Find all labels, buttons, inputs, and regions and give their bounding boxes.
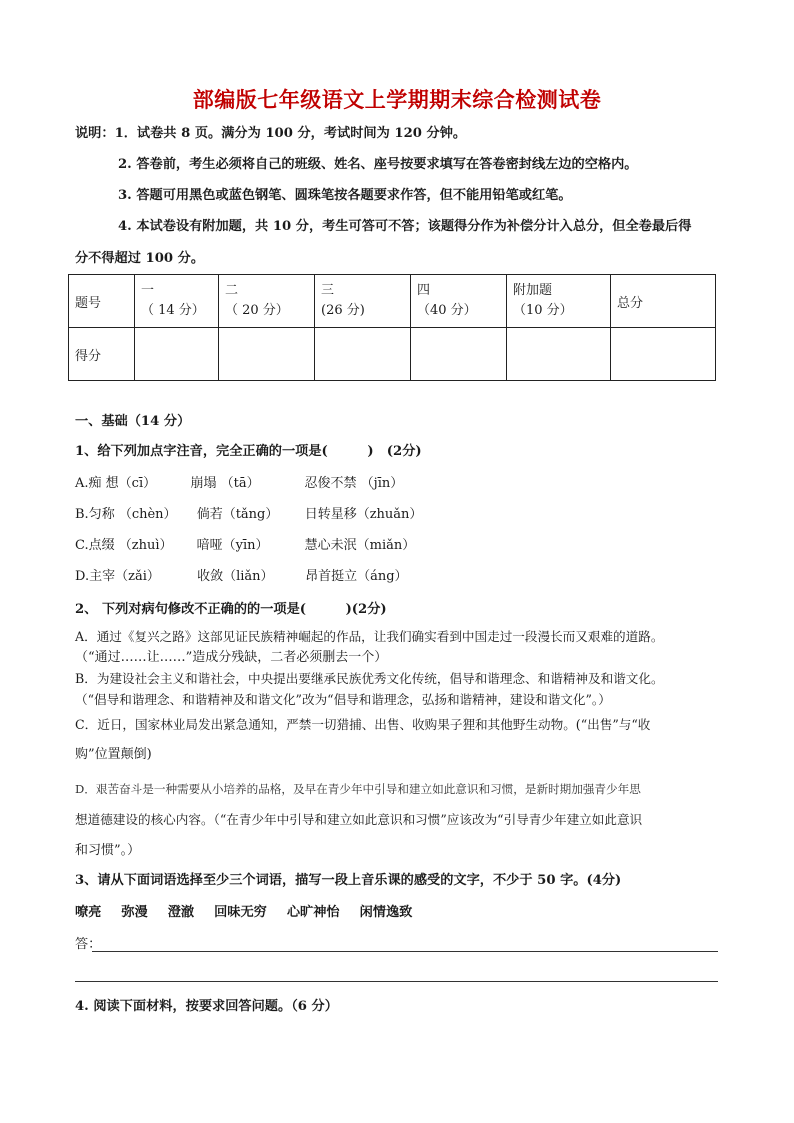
instruction-4-cont: 分不得超过 100 分。	[75, 251, 205, 266]
col-bonus: 附加题 （10 分）	[507, 275, 611, 328]
score-cell[interactable]	[135, 328, 219, 381]
row-label-question: 题号	[69, 275, 135, 328]
row-label-score: 得分	[69, 328, 135, 381]
section-heading: 一、基础（14 分）	[75, 414, 191, 429]
col-2: 二 （ 20 分）	[219, 275, 315, 328]
q2-option-c-cont: 购”位置颠倒)	[75, 747, 152, 762]
word-item: 澄澈	[167, 905, 195, 920]
word-item: 闲情逸致	[359, 905, 413, 920]
score-cell[interactable]	[507, 328, 611, 381]
q1-stem: 1、给下列加点字注音，完全正确的一项是( ) (2分)	[75, 444, 422, 459]
q2-stem: 2、 下列对病句修改不正确的的一项是( )(2分)	[75, 602, 387, 617]
instruction-2: 2. 答卷前，考生必须将自己的班级、姓名、座号按要求填写在答卷密封线左边的空格内。	[118, 157, 638, 172]
score-table-score-row	[69, 328, 716, 381]
word-item: 心旷神怡	[286, 905, 340, 920]
col-4: 四 （40 分）	[411, 275, 507, 328]
answer-label: 答：	[75, 937, 102, 952]
score-cell[interactable]	[411, 328, 507, 381]
word-item: 弥漫	[121, 905, 148, 920]
q2-option-c[interactable]: C．近日，国家林业局发出紧急通知，严禁一切猎捕、出售、收购果子狸和其他野生动物。(“出售”与“收	[75, 717, 651, 732]
q1-option-d[interactable]: D.主宰（zǎi） 收敛（liǎn） 昂首挺立（áng）	[75, 569, 408, 584]
col-1: 一 （ 14 分）	[135, 275, 219, 328]
instructions-label: 说明：	[75, 126, 115, 141]
instruction-4: 4. 本试卷设有附加题，共 10 分，考生可答可不答；该题得分作为补偿分计入总分，但全卷最后得	[118, 219, 692, 234]
exam-title: 部编版七年级语文上学期期末综合检测试卷	[192, 88, 602, 112]
q3-word-list	[75, 904, 432, 922]
instruction-1: 说明：1．试卷共 8 页。满分为 100 分，考试时间为 120 分钟。	[75, 126, 467, 141]
q2-option-b-note: （“倡导和谐理念、和谐精神及和谐文化”改为“倡导和谐理念，弘扬和谐精神，建设和谐文化”。）	[75, 692, 611, 707]
q3-stem: 3、请从下面词语选择至少三个词语，描写一段上音乐课的感受的文字，不少于 50 字。(4分)	[75, 873, 622, 888]
word-item: 回味无穷	[214, 905, 267, 920]
score-table	[68, 274, 716, 381]
q2-option-d-end: 和习惯”。）	[75, 843, 141, 858]
q2-option-a[interactable]: A．通过《复兴之路》这部见证民族精神崛起的作品，让我们确实看到中国走过一段漫长而又艰难的道路。	[75, 629, 664, 644]
q2-option-a-note: （“通过……让……”造成分残缺，二者必须删去一个）	[75, 650, 388, 665]
q2-option-d-cont: 想道德建设的核心内容。（“在青少年中引导和建立如此意识和习惯”应该改为“引导青少年建立如此意识	[75, 812, 643, 827]
score-table-header-row	[69, 275, 716, 328]
col-3: 三 (26 分)	[315, 275, 411, 328]
q1-option-c[interactable]: C.点缀 （zhuì） 喑哑（yīn） 慧心未泯（miǎn）	[75, 538, 416, 553]
q1-option-b[interactable]: B.匀称 （chèn） 倘若（tǎng） 日转星移（zhuǎn）	[75, 507, 423, 522]
instruction-3: 3. 答题可用黑色或蓝色钢笔、圆珠笔按各题要求作答，但不能用铅笔或红笔。	[118, 188, 572, 203]
q2-option-b[interactable]: B．为建设社会主义和谐社会，中央提出要继承民族优秀文化传统，倡导和谐理念、和谐精神及和谐文化。	[75, 671, 664, 686]
score-cell[interactable]	[219, 328, 315, 381]
col-total: 总分	[611, 275, 716, 328]
score-cell[interactable]	[315, 328, 411, 381]
q1-option-a[interactable]: A.痴 想（cī） 崩塌 （tā） 忍俊不禁 （jīn）	[75, 476, 404, 491]
answer-line[interactable]	[92, 951, 718, 952]
answer-line[interactable]	[75, 981, 718, 982]
q2-option-d[interactable]: D．艰苦奋斗是一种需要从小培养的品格，及早在青少年中引导和建立如此意识和习惯，是新时期加强青少年思	[75, 782, 641, 796]
score-cell[interactable]	[611, 328, 716, 381]
q4-stem: 4. 阅读下面材料，按要求回答问题。（6 分）	[75, 999, 338, 1014]
word-item: 嘹亮	[75, 905, 102, 920]
